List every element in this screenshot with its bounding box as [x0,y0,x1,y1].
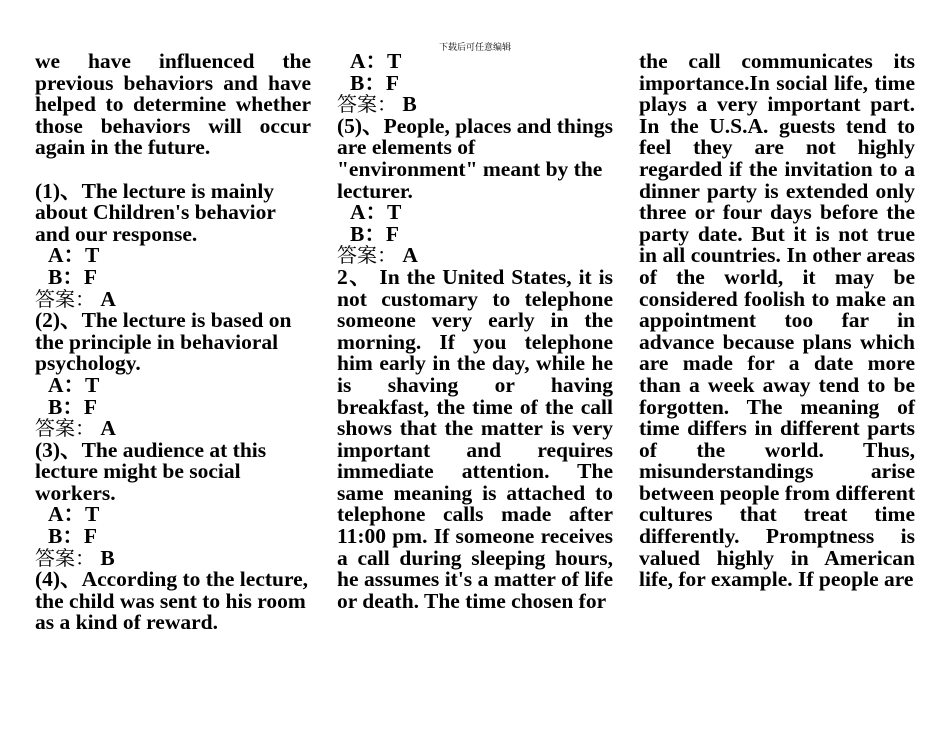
question-1: (1)、The lecture is mainly about Children's behavior and our response. [35,178,276,246]
question-4: (4)、According to the lecture, the child was sent to his room as a kind of reward. [35,567,309,635]
question-4-option-a: A：T [350,49,402,73]
question-3-option-a: A：T [48,502,100,527]
answer-value: B [100,545,115,570]
question-5-option-b: B：F [350,221,399,246]
answer-value: A [402,243,418,268]
question-5-option-a: A：T [350,200,402,225]
question-3: (3)、The audience at this lecture might be social workers. [35,437,267,505]
answer-label: 答案： [337,92,397,117]
question-2-answer [35,418,311,440]
question-2-option-a: A：T [48,372,100,397]
column-right [639,51,915,591]
intro-paragraph: we have influenced the previous behaviors and have helped to determine whether those behaviors will occur again in the future. [35,49,311,160]
answer-label: 答案： [337,243,397,268]
column-middle [337,51,613,612]
question-1-answer [35,286,311,311]
answer-value: A [100,286,116,311]
question-5: (5)、People, places and things are elements of "environment" meant by the lecturer. [337,113,613,203]
answer-label: 答案： [35,286,95,311]
question-5-answer [337,245,613,267]
question-4-option-b: B：F [350,70,399,95]
question-2-option-b: B：F [48,394,97,419]
answer-value: A [100,416,116,441]
question-3-option-b: B：F [48,524,97,549]
question-3-answer [35,545,311,570]
answer-label: 答案： [35,416,95,441]
question-1-option-a: A：T [48,243,100,268]
question-1-option-b: B：F [48,264,97,289]
passage-2-continuation: the call communicates its importance.In social life, time plays a very important part. In the U.S.A. guests tend to feel they are not highly regarded if the invitation to a dinner party is extended only three or four days before the party date. But it is not true in all countries. In other areas of the world, it may be considered foolish to make an appointment too far in advance because plans which are made for a date more than a week away tend to be forgotten. The meaning of time differs in different parts of the world. Thus, misunderstandings arise between people from different cultures that treat time differently. Promptness is valued highly in American life, for example. If people are [639,49,915,592]
blank-line [35,159,311,181]
page-header: 下载后可任意编辑 [438,43,511,53]
question-2: (2)、The lecture is based on the principle in behavioral psychology. [35,308,292,376]
answer-label: 答案： [35,545,95,570]
answer-value: B [402,92,417,117]
passage-2-paragraph: 2、 In the United States, it is not customary to telephone someone very early in the morning. If you telephone him early in the day, while he is shaving or having breakfast, the time of the call shows that the matter is very important and requires immediate attention. The same meaning is attached to telephone calls made after 11:00 pm. If someone receives a call during sleeping hours, he assumes it's a matter of life or death. The time chosen for [337,264,613,613]
question-4-answer [337,94,613,116]
column-left [35,51,311,634]
